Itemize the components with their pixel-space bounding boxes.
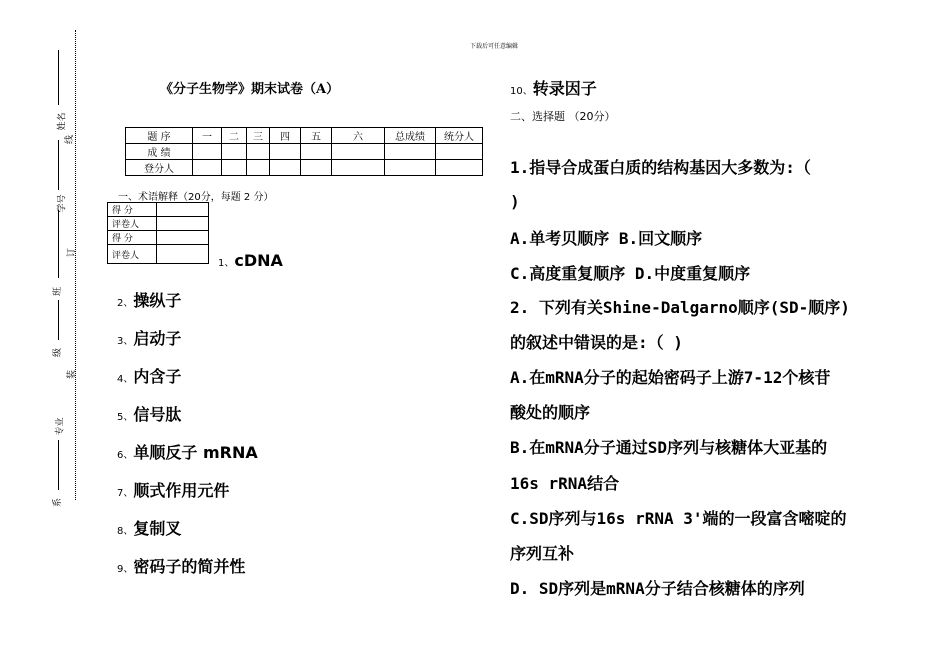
table-header: 统分人 [436, 128, 483, 144]
option-line: C.高度重复顺序 D.中度重复顺序 [510, 264, 751, 283]
score-cell[interactable] [436, 144, 483, 160]
table-row [126, 160, 483, 176]
question-line: 2. 下列有关Shine-Dalgarno顺序(SD-顺序) [510, 298, 850, 317]
score-cell[interactable] [247, 144, 270, 160]
table-header: 题 序 [126, 128, 193, 144]
term-item: 1、cDNA [218, 251, 283, 270]
table-header: 三 [247, 128, 270, 144]
score-cell[interactable] [157, 203, 209, 217]
grading-box [107, 202, 209, 264]
margin-label-grade: 级 [53, 347, 64, 358]
question-line: 的叙述中错误的是:（ ) [510, 333, 683, 352]
margin-label-bind: 订 [67, 247, 78, 258]
term-item: 4、内含子 [117, 367, 182, 386]
table-header: 六 [332, 128, 385, 144]
grade-underline [58, 300, 60, 340]
score-cell[interactable] [157, 231, 209, 245]
option-line: 16s rRNA结合 [510, 474, 620, 493]
table-header: 四 [270, 128, 301, 144]
option-line: D. SD序列是mRNA分子结合核糖体的序列 [510, 579, 805, 598]
score-cell[interactable] [436, 160, 483, 176]
table-header: 一 [193, 128, 222, 144]
term-item: 8、复制叉 [117, 519, 182, 538]
question-line: 1.指导合成蛋白质的结构基因大多数为:（ [510, 158, 811, 177]
score-cell[interactable] [193, 144, 222, 160]
score-cell[interactable] [193, 160, 222, 176]
option-line: B.在mRNA分子通过SD序列与核糖体大亚基的 [510, 438, 828, 457]
grader-label: 评卷人 [108, 245, 157, 264]
score-cell[interactable] [247, 160, 270, 176]
score-table [125, 127, 483, 176]
score-label: 得 分 [108, 231, 157, 245]
score-cell[interactable] [222, 144, 247, 160]
option-line: A.单考贝顺序 B.回文顺序 [510, 229, 703, 248]
score-cell[interactable] [301, 160, 332, 176]
table-row [126, 144, 483, 160]
row-label: 登分人 [126, 160, 193, 176]
option-line: C.SD序列与16s rRNA 3'端的一段富含嘧啶的 [510, 509, 847, 528]
major-underline [58, 440, 60, 490]
option-line: 酸处的顺序 [510, 403, 591, 422]
score-cell[interactable] [332, 144, 385, 160]
class-underline [58, 210, 60, 278]
question-line: ) [510, 192, 520, 211]
margin-label-binding: 装 [67, 369, 78, 380]
term-item: 10、转录因子 [510, 79, 597, 98]
score-cell[interactable] [301, 144, 332, 160]
score-cell[interactable] [222, 160, 247, 176]
term-item: 6、单顺反子 mRNA [117, 443, 258, 462]
binding-dotted-line [75, 30, 76, 500]
id-underline [58, 140, 60, 190]
margin-label-id: 学号 [57, 194, 68, 213]
margin-label-name: 姓名 [57, 112, 68, 131]
score-label: 得 分 [108, 203, 157, 217]
option-line: 序列互补 [510, 544, 575, 563]
grader-cell[interactable] [157, 217, 209, 231]
table-header: 五 [301, 128, 332, 144]
margin-label-class: 班 [53, 286, 64, 297]
section1-heading: 一、术语解释（20分，每题 2 分） [118, 192, 274, 203]
score-table-header-row [126, 128, 483, 144]
term-item: 5、信号肽 [117, 405, 182, 424]
margin-label-major: 专业 [55, 417, 66, 436]
exam-title: 《分子生物学》期末试卷（A） [160, 82, 340, 97]
table-header: 二 [222, 128, 247, 144]
name-underline [58, 50, 60, 105]
term-item: 7、顺式作用元件 [117, 481, 230, 500]
term-item: 9、密码子的简并性 [117, 557, 246, 576]
row-label: 成 绩 [126, 144, 193, 160]
grader-cell[interactable] [157, 245, 209, 264]
margin-label-line: 线 [65, 134, 76, 145]
term-item: 2、操纵子 [117, 291, 182, 310]
score-cell[interactable] [332, 160, 385, 176]
watermark: 下载后可任意编辑 [470, 43, 519, 50]
score-cell[interactable] [385, 160, 436, 176]
term-item: 3、启动子 [117, 329, 182, 348]
grader-label: 评卷人 [108, 217, 157, 231]
score-cell[interactable] [270, 144, 301, 160]
table-header: 总成绩 [385, 128, 436, 144]
score-cell[interactable] [270, 160, 301, 176]
margin-label-dept: 系 [53, 497, 64, 508]
section2-heading: 二、选择题 （20分） [510, 110, 616, 123]
option-line: A.在mRNA分子的起始密码子上游7-12个核苷 [510, 368, 831, 387]
score-cell[interactable] [385, 144, 436, 160]
